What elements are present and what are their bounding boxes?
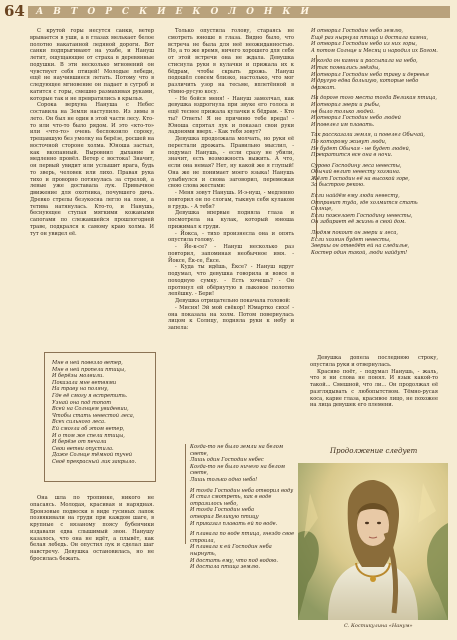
section-title: А В Т О Р С К И Е К О Л О Н К И	[36, 7, 313, 17]
paragraph: Сорока верхуна Нануша с Небес составила на Земли наступило. Из зимы в лето. Он был не один в этой части лесу. Кто-то или что-то было рядом. И это «кто-то» или «что-то» очень беспокоило сороку, трещавшую без умолку на берёзе, росшей на восточной стороне холма. Юноша застыл, как вкопанный. Выровнил дыхание и медленно провёл. Ветер с востока! Значит, он первый увидит или услышит врага, будь то зверь, человек или лихо. Правая рука тихо и проворно потянулась за стрелой, а левые уже доставала лук. Привычное движение для охотника, почувшего дичь. Древко стрелы безукосна легло на лоне, а тетива натянулась. Кто-то, и Нанушь, беснующее ступая мягкими кожаными сапогами по слежавшейся прошлогодней траве, подкрался к самому краю холма. И тут он увидел её.	[30, 102, 155, 237]
illustration-caption: С. Костикулина «Нанум»	[344, 623, 413, 629]
poem-2: Когда-то не было земли на белом свете, Лишь один Господин небес Когда-то не было ничего на белом свете, Лишь только одно небо! И тогда Господин неба отворил воду И стал смотреть, как в воде отразилось небо, И тогда Господин неба отворил Великую птицу И приказал плавать ей по воде. И плавала по воде птица, гнездо свое строила, И плавала к ей Господин неба нырнуть, И достать ему, что под водою. И достала птица землю.	[190, 444, 295, 571]
poem-1: Мне в ней повезло ветер, Мне в ней пропели птицы, И берёзы молвили. Показала мне ветвями На траву на поляну, Где её смогу я встретить. Узнай она под топот Всей на Солнцем увидевши, Чтобы стать невестой леса, Всех сильного леса. Ей смогла об этом ветер, И о том же спели птицы, И берёзе от печали Свои ветви опустила. Даже Солнце тёмной тучей Своё прекрасный лик закрыло.	[52, 360, 137, 465]
column-3-prose: Девушка допела последнюю строку, опустила руки и отвернулась. Красиво поёт, - подумал Нанушь, - жаль, что я ни слова не понял. И язык какой-то такой... Смешной, что ли... Он продолжал её разглядывать с любопытством. Тёмно-русая коса, карие глаза, красивое лицо, не похожее на лица девушек его племени.	[310, 355, 438, 409]
page-header	[0, 0, 457, 22]
paragraph: С крутой горы несутся санки, ветер врывается в уши, а в глазах мелькает белое полотно накатанной ледяной дороги. Вот санки подпрыгивают на ухабе, и Нануш летит, ощущающие от страха в деревянные подушки. В эти несколько мгновений он чувствует себя птицей! Молодые лебеди, ещё не научившиеся летать. Потому что в следующее мгновение он падает в сугроб и катится с горы, смешно размахивая руками, которые так и не превратились в крылья.	[30, 28, 154, 102]
column-1	[30, 28, 154, 237]
painting-illustration	[298, 463, 448, 620]
paragraph: Она шла по тропинке, никого не опасаясь. Молодая, красивая и нарядная. Бронзовые подвески в виде гусиных лапок позвякивали на груди при каждом шаге, в крупные с вязаному поясу бубенчики издавали едва слышимый звон. Нанушу казалось, что она не идёт, а плывёт, как белая лебедь. Он опустил лук и сделал шаг навстречу. Девушка остановилась, но не бросилась бежать.	[30, 495, 154, 562]
column-2: Только опустила голову, стараясь не смотреть юноше в глаза. Видно было, что встреча не была для неё неожиданностью. Но, а то же время, ничего хорошего для себя от этой встречи она не ждала. Девушка стиснула руки в кулачки и прижала их к бёдрам, чтобы скрыть дрожь. Нануш подошёл совсем близко, настолько, что мог различить узор на тесьме, вплетённой в тёмно-русую косу. - Не бойся меня! - Нануш замолчал, как девушка вздрогнула при звуке его голоса и ещё теснее прижала кулачки к бёдрам. - Кто ты? Ответь! Я не причиню тебе вреда! - Юноша спрятал лук и показал свои руки ладонями вверх. - Как тебя зовут? Девушка продолжала молчать, но руки её перестали дрожать. Правильно мыслил, - подумал Нанушь, - если сразу не убили, значит, есть возможность выжить. А что, если она немая? Нет, ну какой же я глупый! Она же не понимает моего языка! Нанушь улыбнулся и снова заговорил, перемежая свою слова жестами: - Меня зовут Нанушь. И-э-нуш, - медленно повторил он по слогам, тыкнув себя кулаком в грудь. - А тебя? Девушка впервые подняла глаза и посмотрела на кулак, который юноша прижимал к груди. - Йокса, - тихо произнесла она и опять опустила голову. - Йе-к-се? - Нануш несколько раз повторил, запоминая необычное имя. - Йоксе, Ёк-се, Ёксе. - Куда ты идёшь, Ёксе? - Нануш вдруг подумал, что девушка говорила и вовсе в походную сумку. - Есть хочешь? - Он протянул ей обёрнутую в лыковое полотно лепёшку. - Бери! Девушка отрицательно покачала головой: - Мисня! Эй мой свёкор! Юмартко сихэ! - она показала на холм. Потом повернулась лицом к Солнцу, подняла руки к небу и запела:	[168, 28, 294, 331]
page-number: 64	[4, 2, 25, 20]
column-1-bottom	[30, 495, 154, 563]
continued-label: Продолжение следует	[330, 447, 418, 455]
poem-3: И отворил Господин небо землю, Ещё раз нырнула птица и достала камни, И отворил Господин небо из них горы, А потом Солнце и Месяц и народил их Богом. И когда он камни и рассыпала на небо, И так появились звёзды, И отворил Господин неба траву и деревья И другую едва большую, которые небо держат. На дороге того места тогда Великая птица, И отворил звери и рыбы, не было только людей. И отворил Господин небо людей И повелел им плавать. Так рассказали земля, и повелел Обычай, По которому живут люди, Не будет Обычая - не будет людей, Прекратится все она в ночи. Сурово Господину леса невесты, Обычай велит невесту хозяина. Жёлт Господин её на высокой горе, За быстрою рекою. Если найдём ему люди невесту, Отправит туда, где холмится стать Солнце, Если пожелает Господину невесты, Он забирает её жизнь в свой дом. Людям покоит он звери и леса, Если хозяин будет невесты, Звериы он отведёт ей на следилье, Костер один такой, люди найдут!	[311, 28, 438, 256]
